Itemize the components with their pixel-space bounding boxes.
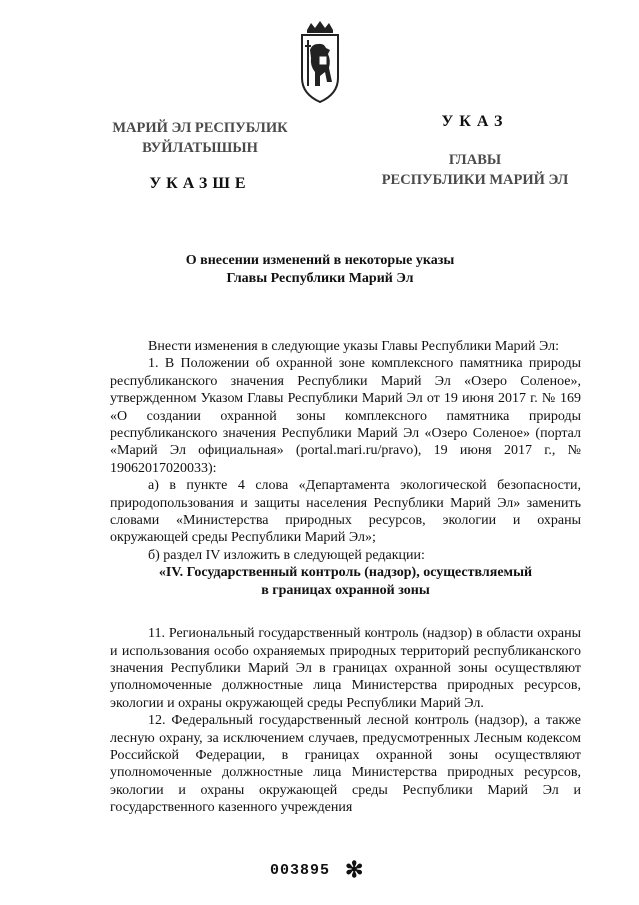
header-russian-line2: РЕСПУБЛИКИ МАРИЙ ЭЛ [381,172,569,188]
header-mari-line1: МАРИЙ ЭЛ РЕСПУБЛИК [112,120,288,136]
header-russian-line1: ГЛАВЫ [448,152,502,168]
header-mari-decree: УКАЗШЕ [149,175,251,192]
paragraph-clause-11: 11. Региональный государственный контроль (надзор) в области охраны и использования особо охраняемых природных территорий республиканского значения Республики Марий Эл в границах охранной зоны осуществляют уполномоченные должностные лица Министерства природных ресурсов, экологии и охраны окружающей среды Республики Марий Эл. [110,626,581,711]
section-heading-line2: в границах охранной зоны [261,582,430,598]
document-title [110,252,530,288]
paragraph-item-1a: а) в пункте 4 слова «Департамента экологической безопасности, природопользования и защиты населения Республики Марий Эл» заменить словами «Министерства природных ресурсов, экологии и охраны окружающей среды Республики Марий Эл»; [110,478,581,546]
coat-of-arms-emblem [298,20,342,106]
document-serial-number: 003895 [270,862,331,879]
paragraph-item-1b: б) раздел IV изложить в следующей редакции: [148,547,425,563]
document-title-line2: Главы Республики Марий Эл [226,271,414,286]
document-body [110,338,581,817]
header-mari [100,118,300,194]
paragraph-clause-12: 12. Федеральный государственный лесной контроль (надзор), а также лесную охрану, за исключением случаев, предусмотренных Лесным кодексом Российской Федерации, в границах охранной зоны осуществляют уполномоченные должностные лица Министерства природных ресурсов, экологии и охраны окружающей среды Республики Марий Эл и государственного казенного учреждения [110,713,581,816]
asterisk-mark: ✻ [345,857,364,882]
paragraph-intro: Внести изменения в следующие указы Главы Республики Марий Эл: [148,339,559,354]
header-mari-line2: ВУЙЛАТЫШЫН [142,140,258,156]
header-russian [365,112,585,190]
section-heading-line1: «IV. Государственный контроль (надзор), осуществляемый [158,565,533,581]
paragraph-item-1: 1. В Положении об охранной зоне комплексного памятника природы республиканского значения Республики Марий Эл «Озеро Соленое», утвержденном Указом Главы Республики Марий Эл от 19 июня 2017 г. № 169 «О создании охранной зоны комплексного памятника природы республиканского значения Республики Марий Эл «Озеро Соленое» (портал «Марий Эл официальная» (portal.mari.ru/pravo), 19 июня 2017 г., № 19062017020033): [110,356,581,476]
header-russian-decree: УКАЗ [441,113,509,130]
document-title-line1: О внесении изменений в некоторые указы [185,253,455,268]
